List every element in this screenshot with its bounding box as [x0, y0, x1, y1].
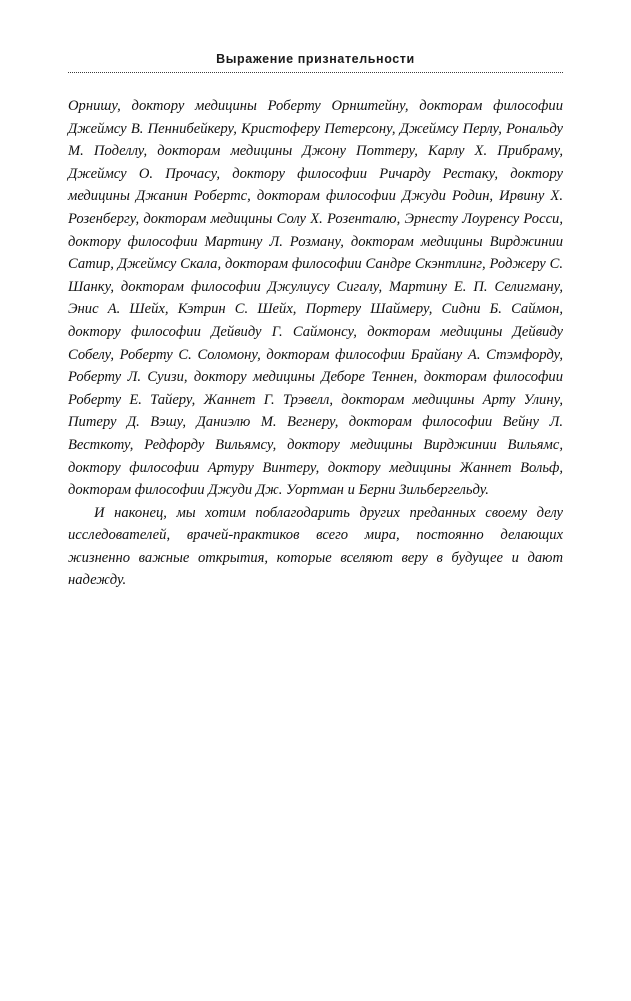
body-paragraph: И наконец, мы хотим поблагодарить других преданных своему делу исследователей, врачей-практиков всего мира, постоянно делающих жизненно важные открытия, которые вселяют веру в будущее и дают надежду.: [68, 504, 563, 589]
body-paragraph: Орнишу, доктору медицины Роберту Орнштейну, докторам философии Джеймсу В. Пеннибейкеру, Кристоферу Петерсону, Джеймсу Перлу, Рональду М. Поделлу, докторам медицины Джону Поттеру, Карлу Х. Прибраму, Джеймсу О. Прочасу, доктору философии Ричарду Рестаку, доктору медицины Джанин Робертс, докторам философии Джуди Родин, Ирвину Х. Розенбергу, докторам медицины Солу Х. Розенталю, Эрнесту Лоуренсу Росси, доктору философии Мартину Л. Розману, докторам медицины Вирджинии Сатир, Джеймсу Скала, докторам философии Сандре Скэнтлинг, Роджеру С. Шанку, докторам философии Джулиусу Сигалу, Мартину Е. П. Селигману, Энис А. Шейх, Кэтрин С. Шейх, Портеру Шаймеру, Сидни Б. Саймон, доктору философии Дейвиду Г. Саймонсу, докторам медицины Дейвиду Собелу, Роберту С. Соломону, докторам философии Брайану А. Стэмфорду, Роберту Л. Суизи, доктору медицины Деборе Теннен, докторам философии Роберту Е. Тайеру, Жаннет Г. Трэвелл, докторам медицины Арту Улину, Питеру Д. Вэшу, Даниэлю М. Вегнеру, докторам философии Вейну Л. Весткоту, Редфорду Вильямсу, доктору медицины Вирджинии Вильямс, доктору философии Артуру Винтеру, доктору медицины Жаннет Вольф, докторам философии Джуди Дж. Уортман и Берни Зильбергельду.: [68, 98, 563, 499]
page-running-head: Выражение признательности: [216, 52, 415, 66]
header-divider: [68, 72, 563, 73]
